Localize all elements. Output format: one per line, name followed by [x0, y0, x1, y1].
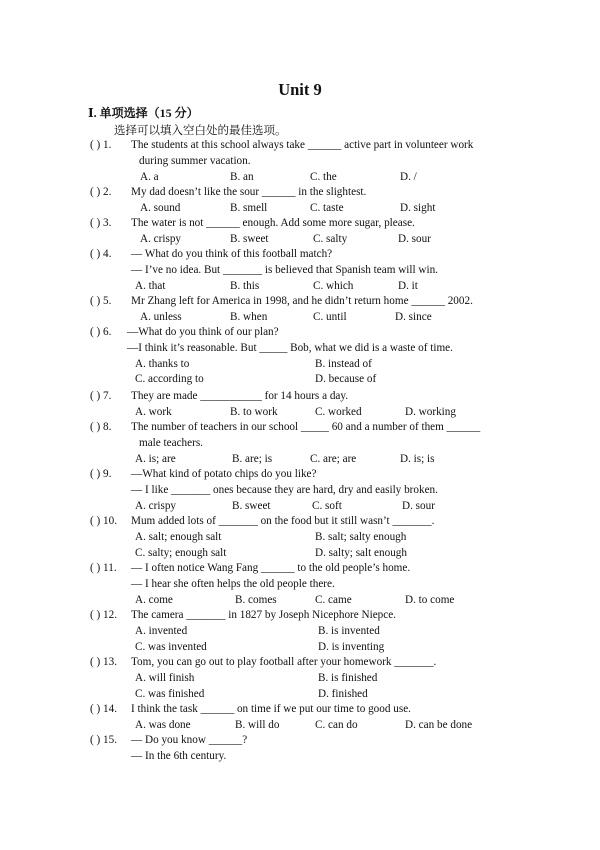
option-choice: A. invented: [135, 624, 188, 637]
question-number: ( ) 9.: [90, 468, 112, 480]
option-choice: D. sour: [398, 232, 431, 245]
option-choice: D. sight: [400, 201, 436, 214]
option-choice: C. can do: [315, 718, 358, 731]
option-choice: C. are; are: [310, 452, 357, 465]
option-choice: D. it: [398, 279, 418, 292]
question-number: ( ) 11.: [90, 562, 117, 574]
question-number: ( ) 5.: [90, 295, 112, 307]
question-text: — Do you know ______?: [131, 734, 248, 746]
option-choice: C. was invented: [135, 640, 207, 653]
question-text: They are made ___________ for 14 hours a day.: [131, 390, 349, 402]
option-choice: A. was done: [135, 718, 191, 731]
question-text: I think the task ______ on time if we put our time to good use.: [131, 703, 411, 715]
option-choice: B. sweet: [230, 232, 269, 245]
section-heading: Ⅰ. 单项选择（15 分）: [88, 106, 199, 120]
option-choice: A. will finish: [135, 671, 195, 684]
option-choice: A. crispy: [135, 499, 177, 512]
option-choice: B. will do: [235, 718, 280, 731]
question-text: —I think it’s reasonable. But _____ Bob, what we did is a waste of time.: [127, 341, 453, 354]
question-text: Mr Zhang left for America in 1998, and he didn’t return home ______ 2002.: [131, 295, 473, 307]
page-title: Unit 9: [278, 80, 322, 99]
question-number: ( ) 13.: [90, 656, 118, 668]
option-choice: A. a: [140, 170, 159, 183]
option-choice: B. comes: [235, 593, 277, 606]
option-choice: C. worked: [315, 405, 362, 418]
option-choice: C. was finished: [135, 687, 205, 700]
question-text: — In the 6th century.: [131, 749, 227, 762]
question-text: —What do you think of our plan?: [127, 326, 279, 338]
option-choice: C. salty: [313, 232, 348, 245]
option-choice: A. is; are: [135, 452, 176, 465]
option-choice: B. an: [230, 170, 254, 183]
question-number: ( ) 12.: [90, 609, 118, 621]
option-choice: D. to come: [405, 593, 455, 606]
question-text: — What do you think of this football match?: [131, 248, 333, 260]
option-choice: C. salty; enough salt: [135, 546, 227, 559]
option-choice: C. came: [315, 593, 352, 606]
question-number: ( ) 4.: [90, 248, 112, 260]
option-choice: D. can be done: [405, 718, 473, 731]
question-number: ( ) 10.: [90, 515, 118, 527]
question-text: The camera _______ in 1827 by Joseph Nicephore Niepce.: [131, 609, 396, 621]
option-choice: A. thanks to: [135, 357, 190, 370]
option-choice: D. finished: [318, 687, 368, 700]
option-choice: A. that: [135, 279, 166, 292]
option-choice: A. work: [135, 405, 172, 418]
question-text: — I’ve no idea. But _______ is believed that Spanish team will win.: [131, 263, 438, 276]
question-text: male teachers.: [139, 436, 203, 449]
option-choice: D. is inventing: [318, 640, 385, 653]
option-choice: B. smell: [230, 201, 268, 214]
question-number: ( ) 8.: [90, 421, 112, 433]
option-choice: D. is; is: [400, 452, 435, 465]
option-choice: D. because of: [315, 373, 377, 386]
option-choice: C. taste: [310, 201, 344, 214]
question-number: ( ) 6.: [90, 326, 112, 338]
question-text: The water is not ______ enough. Add some more sugar, please.: [131, 217, 415, 229]
question-text: Tom, you can go out to play football after your homework _______.: [131, 656, 437, 668]
option-choice: B. instead of: [315, 357, 372, 370]
question-text: — I often notice Wang Fang ______ to the old people’s home.: [131, 562, 411, 574]
option-choice: A. unless: [140, 310, 182, 323]
question-text: during summer vacation.: [139, 154, 251, 167]
option-choice: B. is finished: [318, 671, 378, 684]
option-choice: B. to work: [230, 405, 278, 418]
question-number: ( ) 2.: [90, 186, 112, 198]
option-choice: D. /: [400, 170, 417, 183]
question-number: ( ) 14.: [90, 703, 118, 715]
option-choice: B. are; is: [232, 452, 273, 465]
question-number: ( ) 15.: [90, 734, 118, 746]
question-number: ( ) 3.: [90, 217, 112, 229]
question-text: My dad doesn’t like the sour ______ in the slightest.: [131, 186, 367, 198]
option-choice: D. salty; salt enough: [315, 546, 407, 559]
question-text: Mum added lots of _______ on the food but it still wasn’t _______.: [131, 515, 435, 527]
option-choice: B. is invented: [318, 624, 380, 637]
option-choice: C. until: [313, 310, 347, 323]
question-text: —What kind of potato chips do you like?: [131, 468, 317, 480]
option-choice: A. salt; enough salt: [135, 530, 222, 543]
question-text: The students at this school always take ______ active part in volunteer work: [131, 139, 474, 151]
option-choice: A. sound: [140, 201, 181, 214]
section-instruction: 选择可以填入空白处的最佳选项。: [114, 125, 287, 137]
option-choice: B. sweet: [232, 499, 271, 512]
option-choice: D. working: [405, 405, 456, 418]
question-number: ( ) 1.: [90, 139, 112, 151]
option-choice: B. this: [230, 279, 260, 292]
option-choice: A. come: [135, 593, 173, 606]
option-choice: B. when: [230, 310, 268, 323]
option-choice: C. which: [313, 279, 354, 292]
option-choice: C. soft: [312, 499, 342, 512]
question-text: The number of teachers in our school _____ 60 and a number of them ______: [131, 421, 481, 433]
option-choice: C. the: [310, 170, 337, 183]
option-choice: B. salt; salty enough: [315, 530, 407, 543]
question-number: ( ) 7.: [90, 390, 112, 402]
option-choice: C. according to: [135, 373, 204, 386]
option-choice: D. sour: [402, 499, 435, 512]
option-choice: D. since: [395, 310, 432, 323]
question-text: — I like _______ ones because they are hard, dry and easily broken.: [131, 483, 438, 496]
option-choice: A. crispy: [140, 232, 182, 245]
question-text: — I hear she often helps the old people there.: [131, 577, 335, 590]
